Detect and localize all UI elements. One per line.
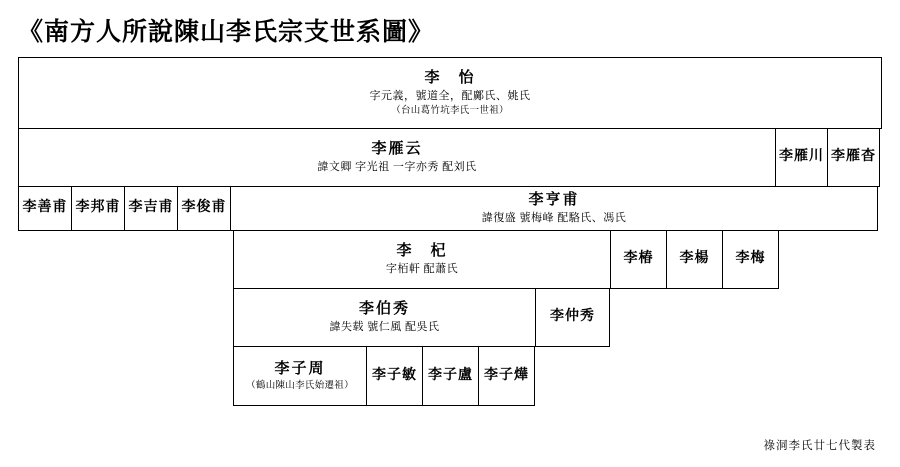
person-name: 李子燁 bbox=[484, 367, 529, 383]
person-name: 李楊 bbox=[679, 251, 710, 267]
person-cell-li-bangfu[interactable] bbox=[71, 186, 125, 231]
person-name: 李雁川 bbox=[779, 149, 824, 165]
row-indent-spacer bbox=[18, 347, 234, 406]
lineage-table bbox=[18, 57, 882, 435]
person-name: 李雁杳 bbox=[831, 149, 876, 165]
person-name: 李雁云 bbox=[371, 141, 423, 158]
generation-row-1 bbox=[18, 57, 882, 129]
chart-footer-credit: 祿洞李氏廿七代製表 bbox=[763, 440, 876, 452]
person-cell-li-yanchuan[interactable] bbox=[775, 128, 828, 187]
generation-row-3 bbox=[18, 187, 882, 231]
person-cell-li-yanyun[interactable] bbox=[18, 128, 776, 187]
generation-row-4 bbox=[18, 231, 882, 289]
person-name: 李 怡 bbox=[424, 69, 476, 86]
person-cell-li-boxiu[interactable] bbox=[233, 288, 536, 347]
person-cell-li-hengfu[interactable] bbox=[230, 186, 878, 231]
generation-row-2 bbox=[18, 129, 882, 187]
person-name: 李椿 bbox=[623, 251, 654, 267]
person-cell-li-yi[interactable] bbox=[18, 57, 882, 129]
person-cell-li-chun[interactable] bbox=[610, 230, 667, 289]
person-detail: 諱文卿 字光祖 一字亦秀 配刘氏 bbox=[317, 161, 477, 174]
person-name: 李吉甫 bbox=[128, 200, 174, 216]
person-name: 李子周 bbox=[274, 360, 326, 377]
person-cell-li-jifu[interactable] bbox=[124, 186, 178, 231]
generation-row-5 bbox=[18, 289, 882, 347]
person-name: 李梅 bbox=[735, 251, 766, 267]
person-detail: 字栢軒 配蕭氏 bbox=[385, 263, 459, 276]
person-cell-li-shanfu[interactable] bbox=[18, 186, 72, 231]
person-cell-li-yang[interactable] bbox=[666, 230, 723, 289]
person-detail: 諱失载 號仁風 配吳氏 bbox=[329, 321, 440, 334]
row-indent-spacer bbox=[18, 231, 234, 289]
person-name: 李伯秀 bbox=[358, 301, 410, 318]
page-title: 《南方人所說陳山李氏宗支世系圖》 bbox=[18, 19, 435, 46]
row-indent-spacer bbox=[18, 289, 234, 347]
person-name: 李子敏 bbox=[372, 367, 417, 383]
person-detail: 諱復盛 號梅峰 配駱氏、馮氏 bbox=[481, 212, 627, 225]
person-cell-li-zimin[interactable] bbox=[366, 346, 423, 406]
person-name: 李邦甫 bbox=[75, 200, 121, 216]
person-note: （鶴山陳山李氏始遷祖） bbox=[246, 381, 354, 391]
person-cell-li-zhongxiu[interactable] bbox=[535, 288, 610, 347]
person-cell-li-zilu[interactable] bbox=[422, 346, 479, 406]
person-name: 李俊甫 bbox=[181, 200, 227, 216]
person-cell-li-zizhou[interactable] bbox=[233, 346, 367, 406]
person-name: 李善甫 bbox=[22, 200, 68, 216]
person-cell-li-yanyao[interactable] bbox=[827, 128, 880, 187]
person-name: 李 杞 bbox=[396, 243, 448, 260]
person-cell-li-mei[interactable] bbox=[722, 230, 779, 289]
person-cell-li-junfu[interactable] bbox=[177, 186, 231, 231]
person-detail: 字元義，號道全，配鄺氏、姚氏 bbox=[369, 89, 531, 102]
person-name: 李仲秀 bbox=[550, 309, 595, 325]
generation-row-6 bbox=[18, 347, 882, 406]
person-note: （台山葛竹坑李氏一世祖） bbox=[391, 106, 509, 117]
person-name: 李子盧 bbox=[428, 367, 473, 383]
person-cell-li-qi[interactable] bbox=[233, 230, 611, 289]
person-cell-li-ziye[interactable] bbox=[478, 346, 535, 406]
person-name: 李亨甫 bbox=[528, 192, 580, 209]
